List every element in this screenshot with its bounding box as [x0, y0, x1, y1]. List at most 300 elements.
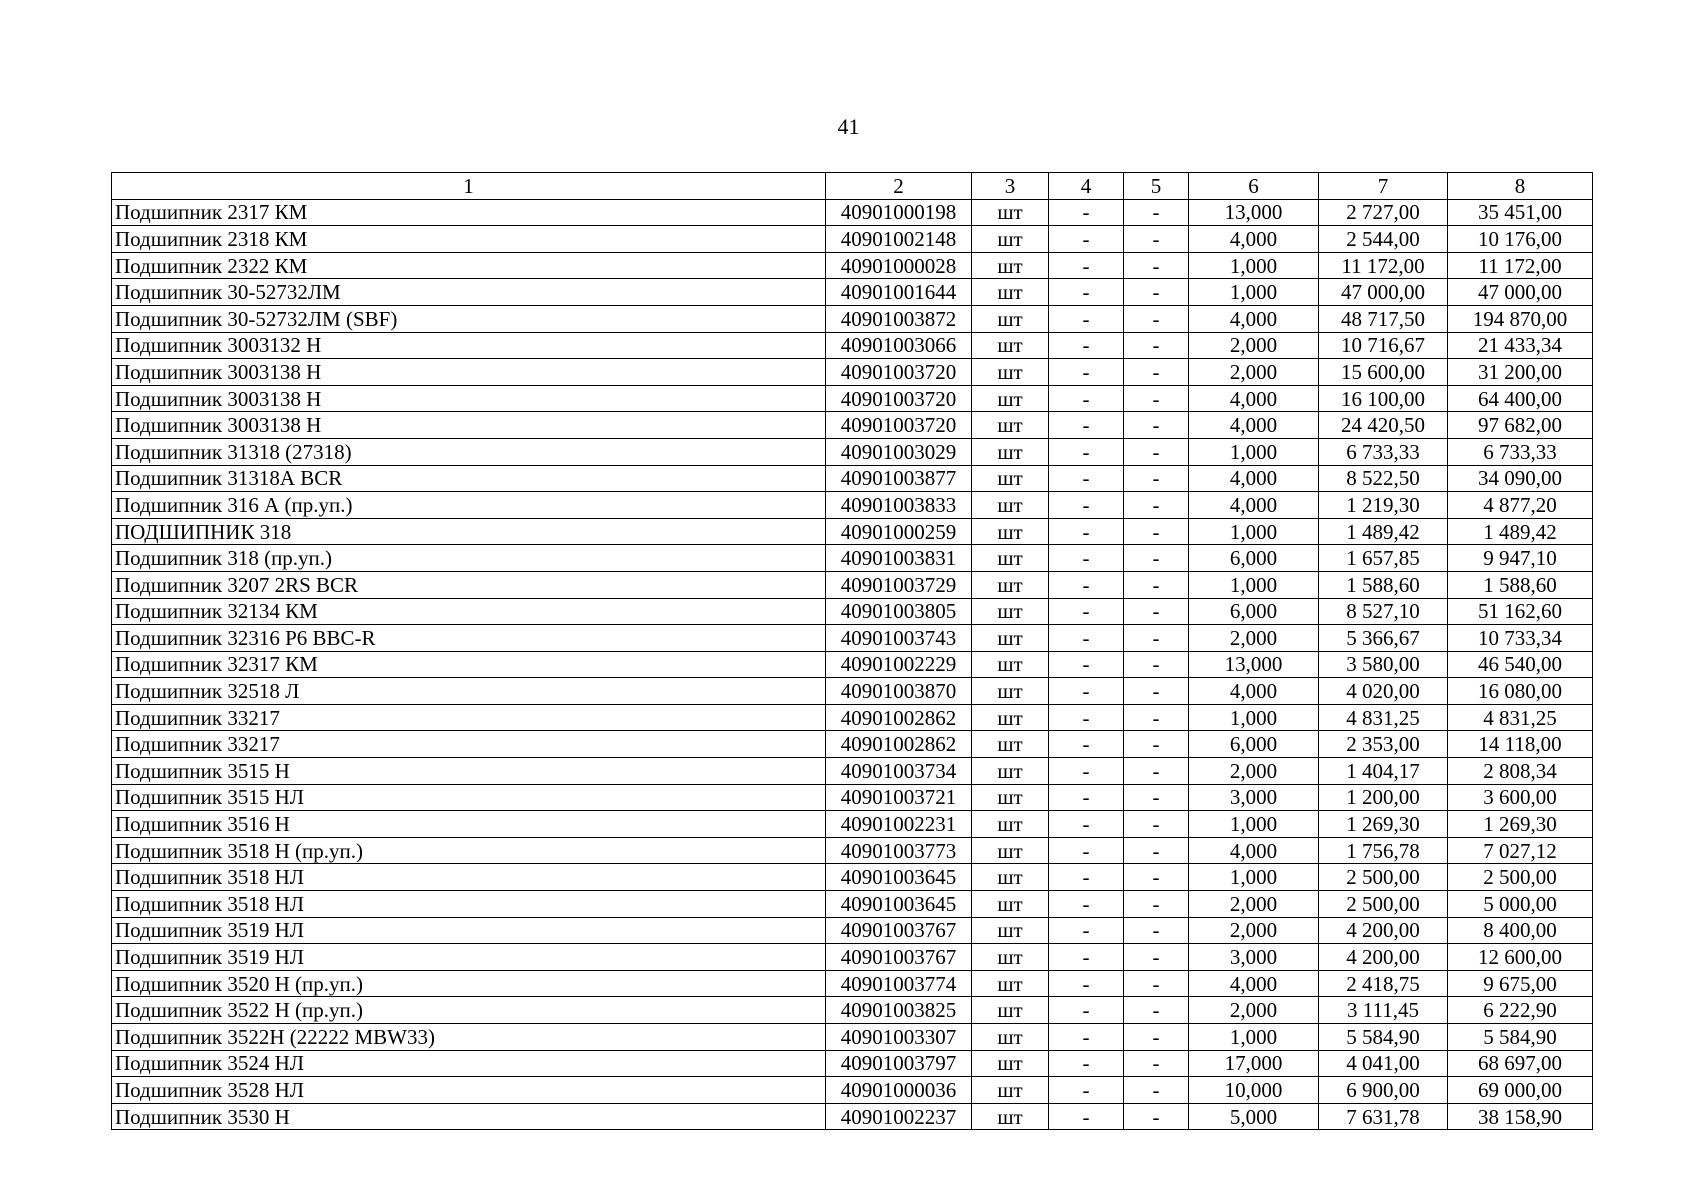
cell-total: 3 600,00 — [1448, 784, 1593, 811]
cell-quantity: 2,000 — [1189, 997, 1319, 1024]
cell-quantity: 10,000 — [1189, 1077, 1319, 1104]
cell-col5: - — [1124, 279, 1189, 306]
cell-quantity: 1,000 — [1189, 1024, 1319, 1051]
cell-unit: шт — [972, 226, 1049, 253]
cell-unit: шт — [972, 758, 1049, 785]
cell-price: 6 733,33 — [1319, 438, 1448, 465]
cell-unit: шт — [972, 678, 1049, 705]
cell-code: 40901003831 — [826, 545, 972, 572]
table-row — [112, 758, 1593, 785]
cell-col5: - — [1124, 385, 1189, 412]
cell-col5: - — [1124, 1024, 1189, 1051]
cell-unit: шт — [972, 864, 1049, 891]
cell-name: Подшипник 3519 НЛ — [112, 944, 826, 971]
cell-total: 5 584,90 — [1448, 1024, 1593, 1051]
cell-col4: - — [1049, 598, 1124, 625]
cell-col5: - — [1124, 252, 1189, 279]
cell-price: 1 489,42 — [1319, 518, 1448, 545]
cell-col4: - — [1049, 758, 1124, 785]
cell-total: 14 118,00 — [1448, 731, 1593, 758]
cell-code: 40901003805 — [826, 598, 972, 625]
cell-quantity: 1,000 — [1189, 518, 1319, 545]
cell-price: 6 900,00 — [1319, 1077, 1448, 1104]
table-row — [112, 305, 1593, 332]
cell-total: 12 600,00 — [1448, 944, 1593, 971]
cell-name: Подшипник 32518 Л — [112, 678, 826, 705]
cell-col5: - — [1124, 598, 1189, 625]
cell-price: 2 500,00 — [1319, 864, 1448, 891]
cell-col4: - — [1049, 864, 1124, 891]
table-row — [112, 678, 1593, 705]
cell-total: 31 200,00 — [1448, 359, 1593, 386]
table-row — [112, 970, 1593, 997]
cell-code: 40901002229 — [826, 651, 972, 678]
cell-col4: - — [1049, 412, 1124, 439]
cell-name: Подшипник 316 А (пр.уп.) — [112, 492, 826, 519]
column-header-col4: 4 — [1049, 173, 1124, 200]
table-row — [112, 412, 1593, 439]
cell-price: 15 600,00 — [1319, 359, 1448, 386]
cell-total: 10 733,34 — [1448, 625, 1593, 652]
cell-name: Подшипник 3530 Н — [112, 1103, 826, 1130]
cell-unit: шт — [972, 970, 1049, 997]
cell-col5: - — [1124, 837, 1189, 864]
cell-col4: - — [1049, 438, 1124, 465]
cell-col4: - — [1049, 252, 1124, 279]
cell-unit: шт — [972, 837, 1049, 864]
column-header-unit: 3 — [972, 173, 1049, 200]
cell-unit: шт — [972, 359, 1049, 386]
cell-total: 5 000,00 — [1448, 891, 1593, 918]
cell-total: 1 489,42 — [1448, 518, 1593, 545]
cell-unit: шт — [972, 492, 1049, 519]
cell-total: 4 831,25 — [1448, 704, 1593, 731]
cell-quantity: 1,000 — [1189, 864, 1319, 891]
cell-quantity: 3,000 — [1189, 784, 1319, 811]
cell-col4: - — [1049, 811, 1124, 838]
cell-col5: - — [1124, 625, 1189, 652]
cell-unit: шт — [972, 811, 1049, 838]
cell-col4: - — [1049, 305, 1124, 332]
cell-quantity: 4,000 — [1189, 385, 1319, 412]
cell-total: 51 162,60 — [1448, 598, 1593, 625]
cell-col4: - — [1049, 837, 1124, 864]
cell-col4: - — [1049, 625, 1124, 652]
cell-name: Подшипник 30-52732ЛМ — [112, 279, 826, 306]
table-row — [112, 518, 1593, 545]
cell-unit: шт — [972, 1050, 1049, 1077]
cell-price: 5 584,90 — [1319, 1024, 1448, 1051]
cell-code: 40901003645 — [826, 891, 972, 918]
cell-name: Подшипник 3519 НЛ — [112, 917, 826, 944]
cell-col4: - — [1049, 571, 1124, 598]
cell-total: 6 733,33 — [1448, 438, 1593, 465]
cell-unit: шт — [972, 465, 1049, 492]
cell-unit: шт — [972, 199, 1049, 226]
cell-quantity: 2,000 — [1189, 891, 1319, 918]
cell-col4: - — [1049, 1024, 1124, 1051]
cell-unit: шт — [972, 252, 1049, 279]
cell-price: 2 544,00 — [1319, 226, 1448, 253]
cell-quantity: 4,000 — [1189, 970, 1319, 997]
cell-col5: - — [1124, 704, 1189, 731]
table-row — [112, 784, 1593, 811]
cell-unit: шт — [972, 438, 1049, 465]
cell-unit: шт — [972, 625, 1049, 652]
table-row — [112, 944, 1593, 971]
cell-code: 40901002862 — [826, 731, 972, 758]
cell-col4: - — [1049, 1103, 1124, 1130]
cell-price: 2 353,00 — [1319, 731, 1448, 758]
table-row — [112, 891, 1593, 918]
cell-unit: шт — [972, 305, 1049, 332]
cell-col4: - — [1049, 492, 1124, 519]
table-row — [112, 359, 1593, 386]
cell-total: 8 400,00 — [1448, 917, 1593, 944]
cell-col4: - — [1049, 731, 1124, 758]
cell-total: 9 947,10 — [1448, 545, 1593, 572]
page-number: 41 — [837, 114, 860, 139]
cell-price: 48 717,50 — [1319, 305, 1448, 332]
table-row — [112, 1050, 1593, 1077]
cell-col4: - — [1049, 518, 1124, 545]
cell-total: 1 269,30 — [1448, 811, 1593, 838]
column-header-total: 8 — [1448, 173, 1593, 200]
inventory-table — [111, 172, 1593, 1130]
cell-code: 40901003734 — [826, 758, 972, 785]
cell-name: Подшипник 30-52732ЛМ (SBF) — [112, 305, 826, 332]
cell-code: 40901003877 — [826, 465, 972, 492]
cell-unit: шт — [972, 332, 1049, 359]
cell-name: Подшипник 3528 НЛ — [112, 1077, 826, 1104]
cell-code: 40901003729 — [826, 571, 972, 598]
cell-unit: шт — [972, 1103, 1049, 1130]
cell-quantity: 2,000 — [1189, 625, 1319, 652]
cell-unit: шт — [972, 412, 1049, 439]
table-row — [112, 1024, 1593, 1051]
cell-code: 40901002862 — [826, 704, 972, 731]
cell-col5: - — [1124, 438, 1189, 465]
table-row — [112, 492, 1593, 519]
table-row — [112, 811, 1593, 838]
cell-name: Подшипник 3518 НЛ — [112, 891, 826, 918]
cell-price: 16 100,00 — [1319, 385, 1448, 412]
cell-total: 7 027,12 — [1448, 837, 1593, 864]
cell-quantity: 1,000 — [1189, 438, 1319, 465]
cell-code: 40901000028 — [826, 252, 972, 279]
cell-col5: - — [1124, 758, 1189, 785]
cell-code: 40901003029 — [826, 438, 972, 465]
cell-price: 7 631,78 — [1319, 1103, 1448, 1130]
cell-code: 40901002148 — [826, 226, 972, 253]
cell-name: Подшипник 2318 КМ — [112, 226, 826, 253]
cell-unit: шт — [972, 598, 1049, 625]
cell-col4: - — [1049, 545, 1124, 572]
table-row — [112, 917, 1593, 944]
cell-code: 40901003774 — [826, 970, 972, 997]
cell-code: 40901003307 — [826, 1024, 972, 1051]
cell-quantity: 6,000 — [1189, 731, 1319, 758]
cell-code: 40901001644 — [826, 279, 972, 306]
cell-name: Подшипник 2322 КМ — [112, 252, 826, 279]
cell-quantity: 4,000 — [1189, 492, 1319, 519]
cell-name: Подшипник 3522 Н (пр.уп.) — [112, 997, 826, 1024]
table-row — [112, 625, 1593, 652]
cell-total: 194 870,00 — [1448, 305, 1593, 332]
cell-code: 40901003721 — [826, 784, 972, 811]
cell-col4: - — [1049, 465, 1124, 492]
cell-total: 46 540,00 — [1448, 651, 1593, 678]
cell-name: Подшипник 3515 Н — [112, 758, 826, 785]
cell-total: 9 675,00 — [1448, 970, 1593, 997]
cell-name: Подшипник 3524 НЛ — [112, 1050, 826, 1077]
cell-total: 35 451,00 — [1448, 199, 1593, 226]
cell-quantity: 4,000 — [1189, 465, 1319, 492]
cell-unit: шт — [972, 891, 1049, 918]
cell-price: 2 500,00 — [1319, 891, 1448, 918]
cell-col5: - — [1124, 492, 1189, 519]
cell-unit: шт — [972, 997, 1049, 1024]
cell-price: 1 219,30 — [1319, 492, 1448, 519]
cell-total: 16 080,00 — [1448, 678, 1593, 705]
cell-quantity: 17,000 — [1189, 1050, 1319, 1077]
cell-total: 21 433,34 — [1448, 332, 1593, 359]
table-row — [112, 1077, 1593, 1104]
cell-col4: - — [1049, 997, 1124, 1024]
cell-price: 8 522,50 — [1319, 465, 1448, 492]
cell-quantity: 3,000 — [1189, 944, 1319, 971]
table-row — [112, 332, 1593, 359]
cell-col5: - — [1124, 864, 1189, 891]
table-row — [112, 598, 1593, 625]
cell-code: 40901003870 — [826, 678, 972, 705]
cell-unit: шт — [972, 1024, 1049, 1051]
cell-price: 8 527,10 — [1319, 598, 1448, 625]
cell-name: Подшипник 318 (пр.уп.) — [112, 545, 826, 572]
cell-col5: - — [1124, 545, 1189, 572]
cell-col4: - — [1049, 385, 1124, 412]
cell-unit: шт — [972, 731, 1049, 758]
cell-col5: - — [1124, 226, 1189, 253]
cell-total: 34 090,00 — [1448, 465, 1593, 492]
cell-total: 10 176,00 — [1448, 226, 1593, 253]
cell-unit: шт — [972, 651, 1049, 678]
cell-col4: - — [1049, 784, 1124, 811]
table-row — [112, 997, 1593, 1024]
cell-price: 4 831,25 — [1319, 704, 1448, 731]
cell-col4: - — [1049, 944, 1124, 971]
cell-col5: - — [1124, 465, 1189, 492]
cell-name: Подшипник 3518 НЛ — [112, 864, 826, 891]
cell-quantity: 2,000 — [1189, 359, 1319, 386]
cell-price: 4 200,00 — [1319, 917, 1448, 944]
table-body — [112, 199, 1593, 1130]
column-header-code: 2 — [826, 173, 972, 200]
table-row — [112, 704, 1593, 731]
cell-quantity: 6,000 — [1189, 545, 1319, 572]
table-row — [112, 864, 1593, 891]
cell-col5: - — [1124, 651, 1189, 678]
cell-col4: - — [1049, 891, 1124, 918]
cell-code: 40901003767 — [826, 917, 972, 944]
cell-price: 1 200,00 — [1319, 784, 1448, 811]
cell-price: 4 020,00 — [1319, 678, 1448, 705]
cell-unit: шт — [972, 518, 1049, 545]
cell-col5: - — [1124, 518, 1189, 545]
column-header-quantity: 6 — [1189, 173, 1319, 200]
cell-code: 40901003066 — [826, 332, 972, 359]
cell-price: 5 366,67 — [1319, 625, 1448, 652]
cell-col4: - — [1049, 651, 1124, 678]
cell-quantity: 4,000 — [1189, 226, 1319, 253]
cell-total: 2 808,34 — [1448, 758, 1593, 785]
cell-total: 4 877,20 — [1448, 492, 1593, 519]
cell-name: Подшипник 32134 КМ — [112, 598, 826, 625]
table-row — [112, 571, 1593, 598]
cell-price: 10 716,67 — [1319, 332, 1448, 359]
cell-quantity: 1,000 — [1189, 571, 1319, 598]
cell-col4: - — [1049, 279, 1124, 306]
cell-unit: шт — [972, 545, 1049, 572]
cell-name: Подшипник 3522Н (22222 MBW33) — [112, 1024, 826, 1051]
cell-code: 40901003720 — [826, 412, 972, 439]
column-header-col5: 5 — [1124, 173, 1189, 200]
cell-total: 1 588,60 — [1448, 571, 1593, 598]
cell-unit: шт — [972, 385, 1049, 412]
cell-col4: - — [1049, 199, 1124, 226]
cell-code: 40901003773 — [826, 837, 972, 864]
cell-code: 40901000259 — [826, 518, 972, 545]
cell-col5: - — [1124, 359, 1189, 386]
cell-name: Подшипник 3207 2RS BCR — [112, 571, 826, 598]
cell-col5: - — [1124, 412, 1189, 439]
cell-name: Подшипник 2317 КМ — [112, 199, 826, 226]
cell-name: Подшипник 3003132 Н — [112, 332, 826, 359]
cell-total: 2 500,00 — [1448, 864, 1593, 891]
cell-name: Подшипник 3515 НЛ — [112, 784, 826, 811]
cell-col5: - — [1124, 731, 1189, 758]
cell-quantity: 1,000 — [1189, 279, 1319, 306]
cell-name: Подшипник 31318А BCR — [112, 465, 826, 492]
cell-col5: - — [1124, 332, 1189, 359]
table-row — [112, 438, 1593, 465]
cell-total: 47 000,00 — [1448, 279, 1593, 306]
cell-quantity: 4,000 — [1189, 837, 1319, 864]
cell-price: 1 756,78 — [1319, 837, 1448, 864]
cell-unit: шт — [972, 917, 1049, 944]
cell-col5: - — [1124, 997, 1189, 1024]
cell-quantity: 1,000 — [1189, 252, 1319, 279]
cell-name: Подшипник 3516 Н — [112, 811, 826, 838]
cell-code: 40901003743 — [826, 625, 972, 652]
cell-name: Подшипник 33217 — [112, 731, 826, 758]
cell-code: 40901003645 — [826, 864, 972, 891]
cell-total: 69 000,00 — [1448, 1077, 1593, 1104]
cell-col5: - — [1124, 811, 1189, 838]
cell-code: 40901002231 — [826, 811, 972, 838]
cell-quantity: 6,000 — [1189, 598, 1319, 625]
cell-unit: шт — [972, 784, 1049, 811]
cell-code: 40901000198 — [826, 199, 972, 226]
cell-unit: шт — [972, 704, 1049, 731]
cell-col5: - — [1124, 970, 1189, 997]
cell-price: 1 404,17 — [1319, 758, 1448, 785]
column-header-price: 7 — [1319, 173, 1448, 200]
cell-col4: - — [1049, 359, 1124, 386]
cell-code: 40901003720 — [826, 359, 972, 386]
cell-code: 40901003833 — [826, 492, 972, 519]
cell-col5: - — [1124, 1103, 1189, 1130]
cell-price: 4 041,00 — [1319, 1050, 1448, 1077]
cell-name: ПОДШИПНИК 318 — [112, 518, 826, 545]
cell-total: 97 682,00 — [1448, 412, 1593, 439]
cell-price: 2 727,00 — [1319, 199, 1448, 226]
table-row — [112, 199, 1593, 226]
cell-quantity: 5,000 — [1189, 1103, 1319, 1130]
cell-name: Подшипник 32317 КМ — [112, 651, 826, 678]
cell-price: 47 000,00 — [1319, 279, 1448, 306]
cell-code: 40901003797 — [826, 1050, 972, 1077]
table-row — [112, 651, 1593, 678]
header-row — [112, 173, 1593, 200]
cell-name: Подшипник 32316 P6 BBC-R — [112, 625, 826, 652]
cell-col5: - — [1124, 1077, 1189, 1104]
cell-total: 11 172,00 — [1448, 252, 1593, 279]
cell-col4: - — [1049, 704, 1124, 731]
table-row — [112, 385, 1593, 412]
cell-unit: шт — [972, 571, 1049, 598]
cell-quantity: 4,000 — [1189, 678, 1319, 705]
cell-quantity: 4,000 — [1189, 412, 1319, 439]
cell-price: 1 588,60 — [1319, 571, 1448, 598]
cell-quantity: 1,000 — [1189, 704, 1319, 731]
cell-quantity: 13,000 — [1189, 651, 1319, 678]
cell-quantity: 1,000 — [1189, 811, 1319, 838]
cell-price: 1 269,30 — [1319, 811, 1448, 838]
cell-name: Подшипник 3003138 Н — [112, 412, 826, 439]
cell-price: 1 657,85 — [1319, 545, 1448, 572]
cell-name: Подшипник 3003138 Н — [112, 385, 826, 412]
cell-col4: - — [1049, 1050, 1124, 1077]
cell-col4: - — [1049, 678, 1124, 705]
cell-quantity: 13,000 — [1189, 199, 1319, 226]
table-row — [112, 1103, 1593, 1130]
column-header-name: 1 — [112, 173, 826, 200]
cell-col5: - — [1124, 944, 1189, 971]
table-row — [112, 545, 1593, 572]
cell-name: Подшипник 3003138 Н — [112, 359, 826, 386]
table-row — [112, 731, 1593, 758]
cell-unit: шт — [972, 944, 1049, 971]
cell-col5: - — [1124, 305, 1189, 332]
cell-total: 68 697,00 — [1448, 1050, 1593, 1077]
cell-code: 40901002237 — [826, 1103, 972, 1130]
table-row — [112, 465, 1593, 492]
cell-col4: - — [1049, 332, 1124, 359]
cell-total: 38 158,90 — [1448, 1103, 1593, 1130]
cell-code: 40901003825 — [826, 997, 972, 1024]
cell-name: Подшипник 3520 Н (пр.уп.) — [112, 970, 826, 997]
cell-quantity: 2,000 — [1189, 332, 1319, 359]
cell-price: 3 111,45 — [1319, 997, 1448, 1024]
cell-col5: - — [1124, 784, 1189, 811]
cell-col4: - — [1049, 226, 1124, 253]
cell-col5: - — [1124, 678, 1189, 705]
cell-quantity: 2,000 — [1189, 758, 1319, 785]
cell-name: Подшипник 33217 — [112, 704, 826, 731]
cell-price: 11 172,00 — [1319, 252, 1448, 279]
cell-total: 64 400,00 — [1448, 385, 1593, 412]
